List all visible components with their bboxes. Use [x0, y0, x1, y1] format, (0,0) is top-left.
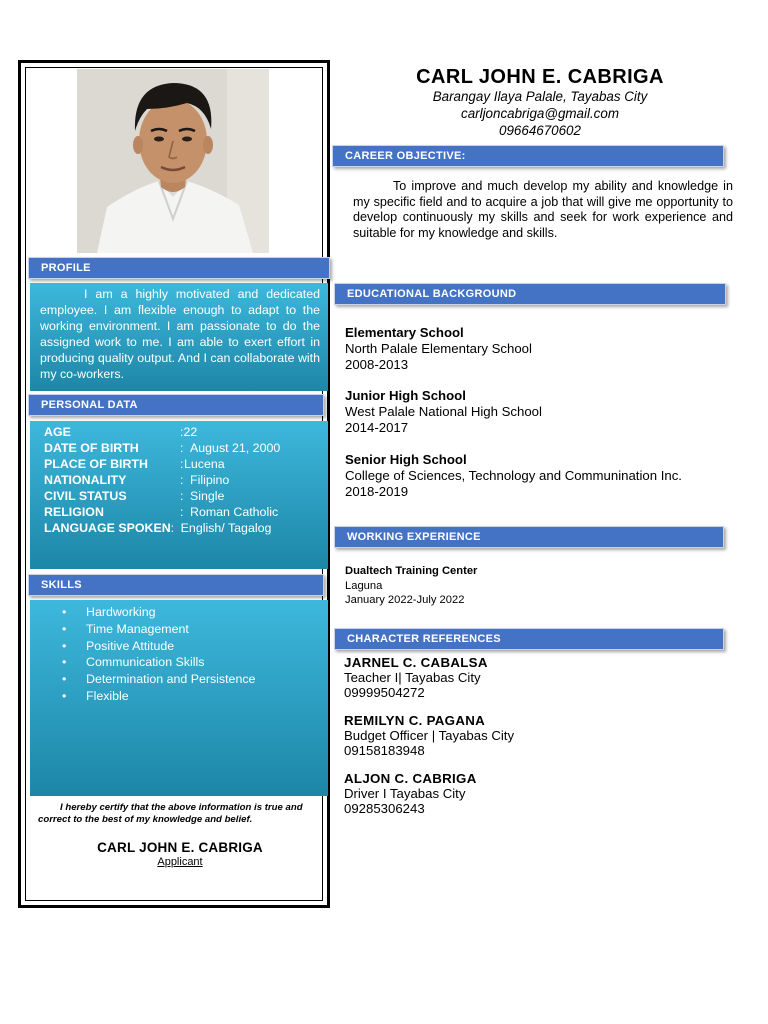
reference-phone: 09999504272 [344, 685, 425, 701]
personal-data-row-pob [44, 456, 328, 472]
age-label: AGE [44, 425, 71, 439]
education-level: Elementary School [345, 325, 464, 340]
education-level: Senior High School [345, 452, 467, 467]
personal-data-box [30, 421, 328, 569]
language-separator: : [170, 521, 175, 535]
civil-status-separator: : [180, 489, 184, 503]
age-value: 22 [183, 425, 198, 439]
civil-status-value: Single [190, 489, 225, 503]
skill-label: Positive Attitude [86, 638, 175, 653]
reference-position: Driver I Tayabas City [344, 786, 466, 802]
work-entry [345, 564, 745, 608]
education-years: 2014-2017 [345, 420, 409, 435]
education-heading [334, 283, 726, 305]
personal-data-row-civil-status [44, 488, 328, 504]
bullet-icon: • [62, 638, 67, 653]
career-objective-heading-label: CAREER OBJECTIVE: [345, 150, 466, 162]
personal-data-row-nationality [44, 472, 328, 488]
skills-list [30, 600, 328, 705]
signature-name: CARL JOHN E. CABRIGA [97, 840, 263, 855]
skill-label: Time Management [86, 621, 189, 636]
education-heading-label: EDUCATIONAL BACKGROUND [347, 288, 517, 300]
bullet-icon: • [62, 621, 67, 636]
reference-entry [344, 713, 744, 759]
profile-photo [77, 69, 269, 253]
skills-heading [28, 574, 324, 596]
personal-data-row-language [44, 520, 328, 536]
bullet-icon: • [62, 605, 67, 619]
work-period: January 2022-July 2022 [345, 594, 465, 606]
reference-position: Budget Officer | Tayabas City [344, 728, 515, 744]
signature-role: Applicant [157, 856, 203, 868]
skill-label: Communication Skills [86, 655, 205, 670]
skill-item [62, 671, 328, 688]
education-level: Junior High School [345, 388, 466, 403]
bullet-icon: • [62, 688, 67, 703]
profile-text: I am a highly motivated and dedicated employee. I am flexible enough to adapt to the working environment. I am passionate to do the assigned work to me. I am able to exert effort in producing quality output. And I can collaborate with my co-workers. [40, 287, 320, 381]
nationality-label: NATIONALITY [44, 473, 127, 487]
applicant-name: CARL JOHN E. CABRIGA [416, 66, 664, 88]
skill-label: Hardworking [86, 605, 156, 619]
skill-item [62, 638, 328, 655]
reference-name: JARNEL C. CABALSA [344, 655, 488, 670]
nationality-separator: : [180, 473, 184, 487]
skill-item [62, 621, 328, 638]
language-label: LANGUAGE SPOKEN [44, 521, 171, 535]
applicant-email: carljoncabriga@gmail.com [461, 106, 619, 121]
applicant-phone: 09664670602 [499, 123, 581, 138]
pob-separator: : [180, 457, 184, 471]
reference-position: Teacher I| Tayabas City [344, 670, 481, 686]
education-years: 2008-2013 [345, 357, 409, 372]
reference-phone: 09158183948 [344, 743, 425, 759]
skills-heading-label: SKILLS [41, 579, 82, 591]
pob-label: PLACE OF BIRTH [44, 457, 148, 471]
skill-item [62, 688, 328, 705]
work-heading-label: WORKING EXPERIENCE [347, 531, 481, 543]
education-entry-junior-high [345, 388, 745, 436]
reference-name: ALJON C. CABRIGA [344, 771, 477, 786]
work-location: Laguna [345, 579, 383, 592]
language-value: English/ Tagalog [180, 521, 272, 535]
education-school: West Palale National High School [345, 404, 542, 419]
bullet-icon: • [62, 655, 67, 670]
civil-status-label: CIVIL STATUS [44, 489, 127, 503]
bullet-icon: • [62, 672, 67, 687]
nationality-value: Filipino [190, 473, 230, 487]
work-company: Dualtech Training Center [345, 565, 478, 577]
personal-data-heading-label: PERSONAL DATA [41, 399, 138, 411]
left-sidebar-inner [25, 67, 323, 901]
skill-item [62, 654, 328, 671]
work-heading [334, 526, 724, 548]
career-objective-text: To improve and much develop my ability and knowledge in my specific field and to acquire a job that will give me opportunity to develop continuously my skills and seek for work experience and suitable for my knowledge and skills. [353, 179, 733, 240]
dob-separator: : [180, 441, 184, 455]
education-school: College of Sciences, Technology and Communination Inc. [345, 468, 682, 483]
personal-data-table [30, 421, 328, 536]
skill-label: Determination and Persistence [86, 672, 256, 687]
education-entry-senior-high [345, 452, 745, 500]
applicant-address: Barangay Ilaya Palale, Tayabas City [432, 89, 648, 104]
personal-data-heading [28, 394, 324, 416]
education-entry-elementary [345, 325, 745, 373]
pob-value: Lucena [184, 457, 225, 471]
skill-label: Flexible [86, 688, 129, 703]
references-heading-label: CHARACTER REFERENCES [347, 633, 501, 645]
education-years: 2018-2019 [345, 484, 409, 499]
reference-name: REMILYN C. PAGANA [344, 713, 486, 728]
reference-entry [344, 655, 744, 701]
personal-data-row-dob [44, 440, 328, 456]
left-sidebar [18, 60, 330, 908]
religion-label: RELIGION [44, 505, 104, 519]
references-heading [334, 628, 724, 650]
education-school: North Palale Elementary School [345, 341, 532, 356]
skill-item [62, 604, 328, 621]
profile-box [30, 283, 328, 391]
career-objective-heading [332, 145, 724, 167]
dob-value: August 21, 2000 [190, 441, 281, 455]
skills-box [30, 600, 328, 796]
profile-heading [28, 257, 330, 279]
certification-statement: I hereby certify that the above information is true and correct to the best of my knowledge and belief. [38, 802, 303, 825]
religion-separator: : [180, 505, 184, 519]
age-separator: : [180, 425, 184, 439]
dob-label: DATE OF BIRTH [44, 441, 139, 455]
profile-heading-label: PROFILE [41, 262, 91, 274]
personal-data-row-age [44, 424, 328, 440]
personal-data-row-religion [44, 504, 328, 520]
reference-entry [344, 771, 744, 817]
reference-phone: 09285306243 [344, 801, 425, 817]
religion-value: Roman Catholic [190, 505, 279, 519]
